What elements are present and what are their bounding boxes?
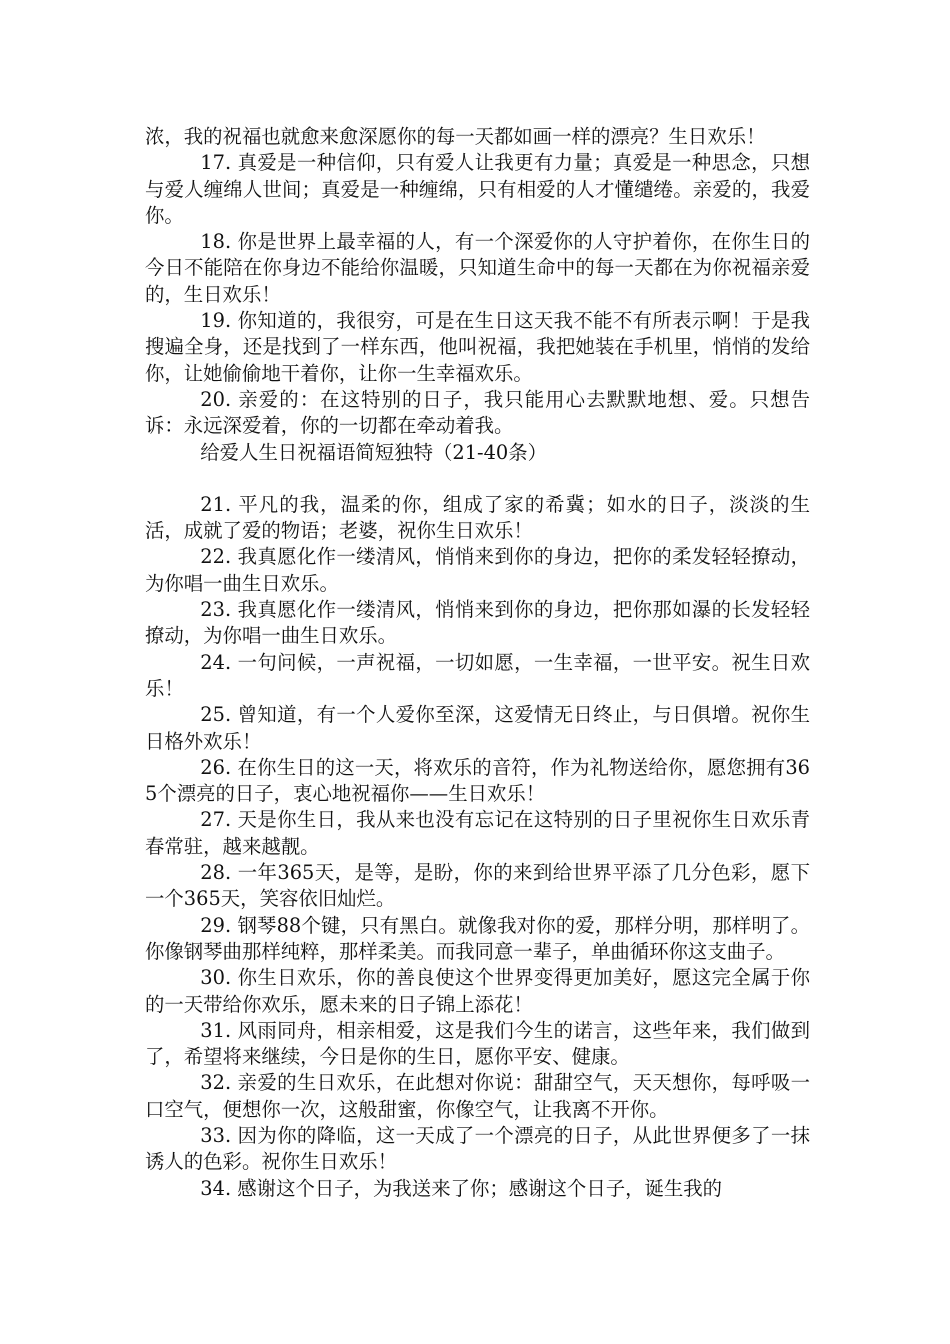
document-page (145, 124, 810, 1202)
wish-paragraph-23: 23. 我真愿化作一缕清风，悄悄来到你的身边，把你那如瀑的长发轻轻撩动，为你唱一曲生日欢乐。 (145, 598, 810, 648)
wish-paragraph-32: 32. 亲爱的生日欢乐，在此想对你说：甜甜空气，天天想你，每呼吸一口空气，便想你一次，这般甜蜜，你像空气，让我离不开你。 (145, 1071, 810, 1121)
wish-paragraph-31: 31. 风雨同舟，相亲相爱，这是我们今生的诺言，这些年来，我们做到了，希望将来继续，今日是你的生日，愿你平安、健康。 (145, 1018, 810, 1069)
wish-paragraph-27: 27. 天是你生日，我从来也没有忘记在这特别的日子里祝你生日欢乐青春常驻，越来越靓。 (145, 808, 810, 858)
wish-paragraph-28: 28. 一年365天，是等，是盼，你的来到给世界平添了几分色彩，愿下一个365天，笑容依旧灿烂。 (145, 861, 810, 911)
wish-paragraph-21: 21. 平凡的我，温柔的你，组成了家的希冀；如水的日子，淡淡的生活，成就了爱的物语；老婆，祝你生日欢乐！ (145, 492, 810, 543)
wish-paragraph-30: 30. 你生日欢乐，你的善良使这个世界变得更加美好，愿这完全属于你的一天带给你欢乐，愿未来的日子锦上添花！ (145, 966, 810, 1016)
wish-paragraph-22: 22. 我真愿化作一缕清风，悄悄来到你的身边，把你的柔发轻轻撩动，为你唱一曲生日欢乐。 (145, 545, 810, 595)
continuation-paragraph: 浓，我的祝福也就愈来愈深愿你的每一天都如画一样的漂亮？生日欢乐！ (145, 125, 766, 148)
wish-paragraph-34: 34. 感谢这个日子，为我送来了你；感谢这个日子，诞生我的 (200, 1176, 723, 1200)
wish-paragraph-33: 33. 因为你的降临，这一天成了一个漂亮的日子，从此世界便多了一抹诱人的色彩。祝你生日欢乐！ (145, 1123, 810, 1174)
wish-paragraph-20: 20. 亲爱的：在这特别的日子，我只能用心去默默地想、爱。只想告诉：永远深爱着，你的一切都在牵动着我。 (145, 387, 810, 438)
wish-paragraph-26: 26. 在你生日的这一天，将欢乐的音符，作为礼物送给你，愿您拥有365个漂亮的日子，衷心地祝福你——生日欢乐！ (145, 755, 810, 806)
wish-paragraph-19: 19. 你知道的，我很穷，可是在生日这天我不能不有所表示啊！于是我搜遍全身，还是找到了一样东西，他叫祝福，我把她装在手机里，悄悄的发给你，让她偷偷地干着你，让你一生幸福欢乐。 (145, 309, 810, 385)
wish-paragraph-24: 24. 一句问候，一声祝福，一切如愿，一生幸福，一世平安。祝生日欢乐！ (145, 650, 810, 700)
wish-paragraph-29: 29. 钢琴88个键，只有黑白。就像我对你的爱，那样分明，那样明了。你像钢琴曲那样纯粹，那样柔美。而我同意一辈子，单曲循环你这支曲子。 (145, 913, 810, 963)
wish-paragraph-18: 18. 你是世界上最幸福的人，有一个深爱你的人守护着你，在你生日的今日不能陪在你身边不能给你温暖，只知道生命中的每一天都在为你祝福亲爱的，生日欢乐！ (145, 230, 810, 306)
section-heading: 给爱人生日祝福语简短独特（21-40条） (200, 440, 548, 464)
wish-paragraph-25: 25. 曾知道，有一个人爱你至深，这爱情无日终止，与日俱增。祝你生日格外欢乐！ (145, 703, 810, 753)
wish-paragraph-17: 17. 真爱是一种信仰，只有爱人让我更有力量；真爱是一种思念，只想与爱人缠绵人世间；真爱是一种缠绵，只有相爱的人才懂缱绻。亲爱的，我爱你。 (145, 151, 810, 227)
